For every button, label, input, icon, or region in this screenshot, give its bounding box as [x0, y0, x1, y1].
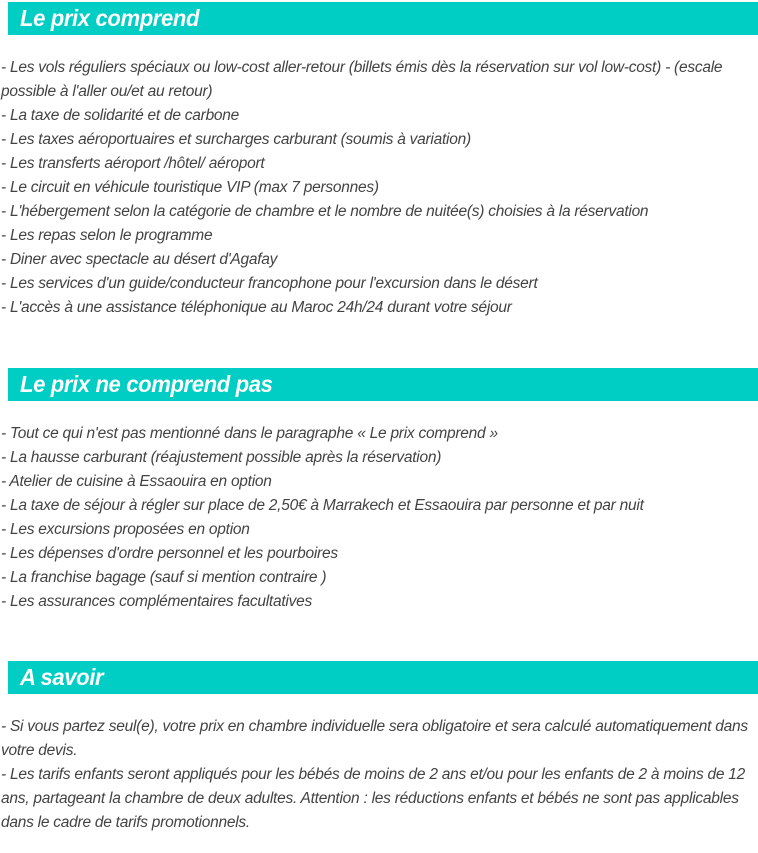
list-item: - L'accès à une assistance téléphonique au Maroc 24h/24 durant votre séjour	[1, 299, 512, 316]
list-item: - La taxe de séjour à régler sur place de 2,50€ à Marrakech et Essaouira par personne et par nuit	[1, 497, 644, 514]
price-included-section	[0, 2, 758, 320]
list-item: - Les assurances complémentaires facultatives	[1, 593, 312, 610]
section-header-le-prix-comprend	[8, 2, 758, 35]
list-item: - Si vous partez seul(e), votre prix en chambre individuelle sera obligatoire et sera calculé automatiquement dans votre devis.	[1, 718, 748, 759]
list-item: - Atelier de cuisine à Essaouira en option	[1, 473, 272, 490]
list-item: - Les transferts aéroport /hôtel/ aéroport	[1, 155, 265, 172]
list-item: - Les excursions proposées en option	[1, 521, 250, 538]
section-title: A savoir	[20, 664, 104, 690]
list-item: - La hausse carburant (réajustement possible après la réservation)	[1, 449, 442, 466]
section-title: Le prix ne comprend pas	[20, 371, 273, 397]
list-item: - Diner avec spectacle au désert d'Agafay	[1, 251, 278, 268]
good-to-know-section	[0, 661, 758, 835]
list-item: - Tout ce qui n'est pas mentionné dans le paragraphe « Le prix comprend »	[1, 425, 498, 442]
list-item: - Les taxes aéroportuaires et surcharges carburant (soumis à variation)	[1, 131, 471, 148]
list-item: - L'hébergement selon la catégorie de chambre et le nombre de nuitée(s) choisies à la réservation	[1, 203, 649, 220]
price-not-included-section	[0, 368, 758, 614]
price-not-included-list	[0, 401, 758, 614]
list-item: - La taxe de solidarité et de carbone	[1, 107, 240, 124]
section-header-le-prix-ne-comprend-pas	[8, 368, 758, 401]
list-item: - Les repas selon le programme	[1, 227, 213, 244]
list-item: - La franchise bagage (sauf si mention contraire )	[1, 569, 327, 586]
list-item: - Le circuit en véhicule touristique VIP (max 7 personnes)	[1, 179, 379, 196]
list-item: - Les dépenses d'ordre personnel et les pourboires	[1, 545, 338, 562]
section-title: Le prix comprend	[20, 5, 200, 31]
price-included-list	[0, 35, 758, 320]
section-header-a-savoir	[8, 661, 758, 694]
list-item: - Les tarifs enfants seront appliqués pour les bébés de moins de 2 ans et/ou pour les enfants de 2 à moins de 12 ans, partageant la chambre de deux adultes. Attention : les réductions enfants et bébés ne sont pas applicables dans le cadre de tarifs promotionnels.	[1, 766, 746, 831]
list-item: - Les vols réguliers spéciaux ou low-cost aller-retour (billets émis dès la réservation sur vol low-cost) - (escale possible à l'aller ou/et au retour)	[1, 59, 723, 100]
good-to-know-list	[0, 694, 758, 835]
list-item: - Les services d'un guide/conducteur francophone pour l'excursion dans le désert	[1, 275, 538, 292]
